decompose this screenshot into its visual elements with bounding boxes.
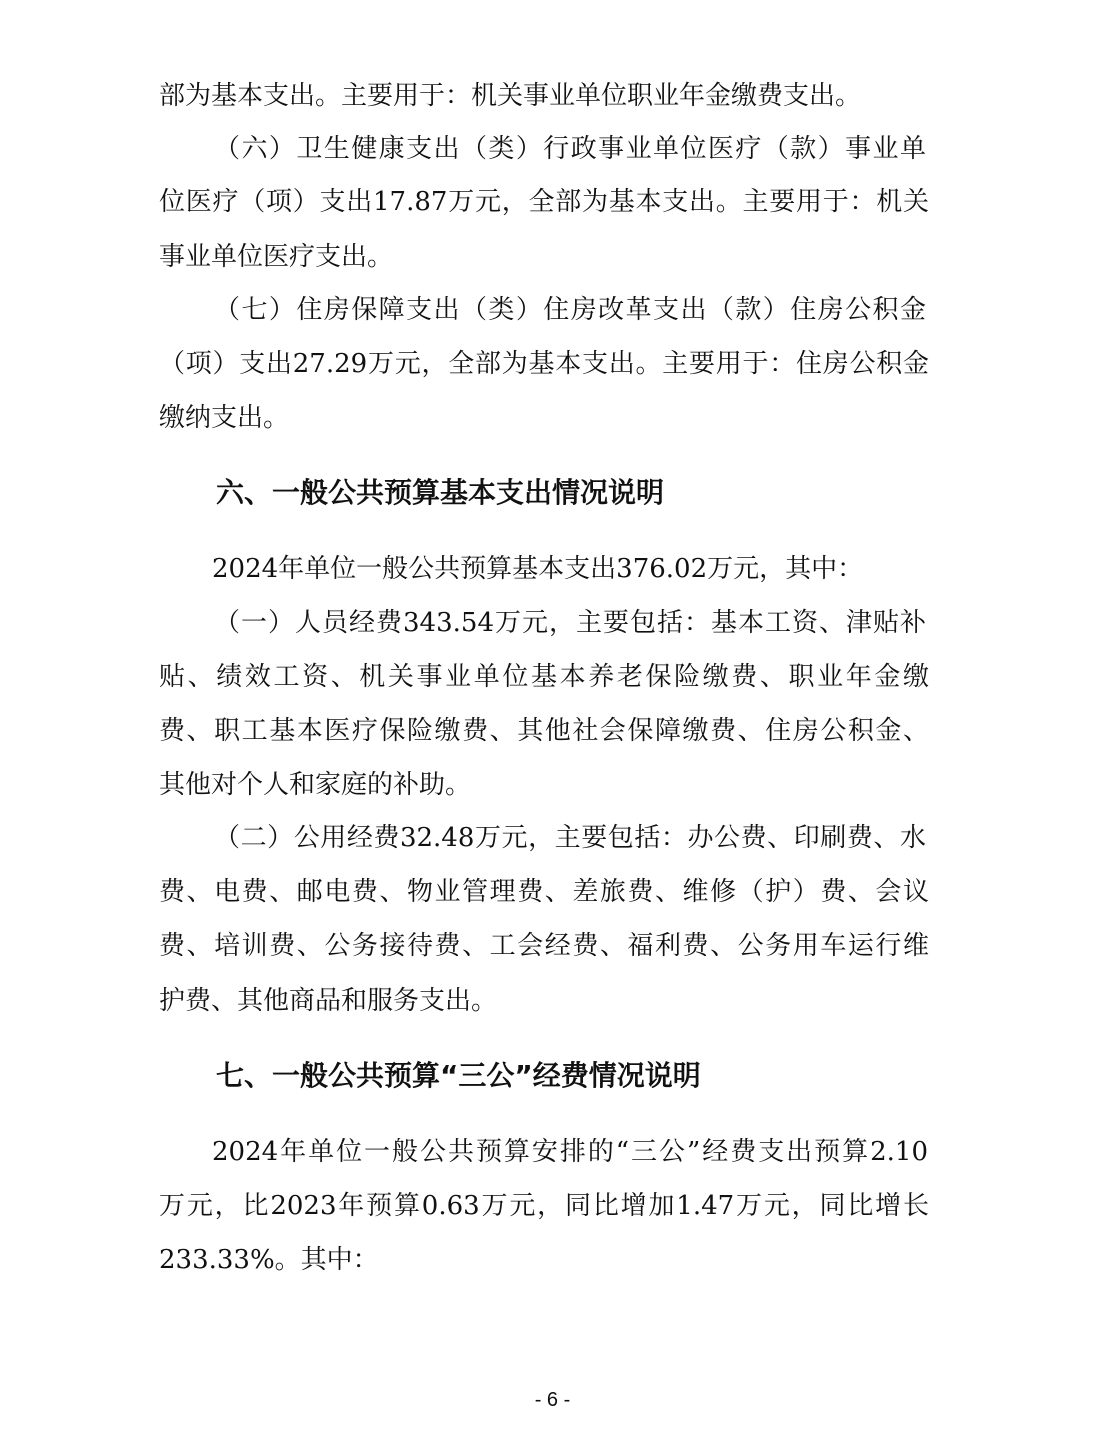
text-line: （七）住房保障支出（类）住房改革支出（款）住房公积金 bbox=[214, 295, 926, 325]
text-line: （项）支出27.29万元，全部为基本支出。主要用于：住房公积金 bbox=[159, 349, 929, 379]
text-line: 2024年单位一般公共预算安排的“三公”经费支出预算2.10 bbox=[212, 1137, 928, 1167]
text-line: 部为基本支出。主要用于：机关事业单位职业年金缴费支出。 bbox=[159, 81, 862, 111]
text-line: 位医疗（项）支出17.87万元，全部为基本支出。主要用于：机关 bbox=[159, 187, 929, 217]
section-heading: 七、一般公共预算“三公”经费情况说明 bbox=[216, 1059, 701, 1092]
text-line: 贴、绩效工资、机关事业单位基本养老保险缴费、职业年金缴 bbox=[159, 662, 929, 692]
text-line: 万元，比2023年预算0.63万元，同比增加1.47万元，同比增长 bbox=[159, 1191, 929, 1221]
text-line: 233.33%。其中： bbox=[159, 1245, 379, 1275]
text-line: （六）卫生健康支出（类）行政事业单位医疗（款）事业单 bbox=[214, 134, 926, 164]
text-line: 事业单位医疗支出。 bbox=[159, 242, 394, 272]
text-line: 其他对个人和家庭的补助。 bbox=[159, 770, 472, 800]
text-line: 费、职工基本医疗保险缴费、其他社会保障缴费、住房公积金、 bbox=[159, 716, 929, 746]
text-line: （一）人员经费343.54万元，主要包括：基本工资、津贴补 bbox=[214, 608, 926, 638]
text-line: （二）公用经费32.48万元，主要包括：办公费、印刷费、水 bbox=[214, 823, 926, 853]
section-heading: 六、一般公共预算基本支出情况说明 bbox=[216, 476, 665, 509]
text-line: 护费、其他商品和服务支出。 bbox=[159, 986, 498, 1016]
text-line: 费、培训费、公务接待费、工会经费、福利费、公务用车运行维 bbox=[159, 931, 929, 961]
text-line: 缴纳支出。 bbox=[159, 403, 290, 433]
text-line: 2024年单位一般公共预算基本支出376.02万元，其中： bbox=[212, 554, 864, 584]
text-line: 费、电费、邮电费、物业管理费、差旅费、维修（护）费、会议 bbox=[159, 877, 929, 907]
page-number: - 6 - bbox=[534, 1389, 571, 1411]
